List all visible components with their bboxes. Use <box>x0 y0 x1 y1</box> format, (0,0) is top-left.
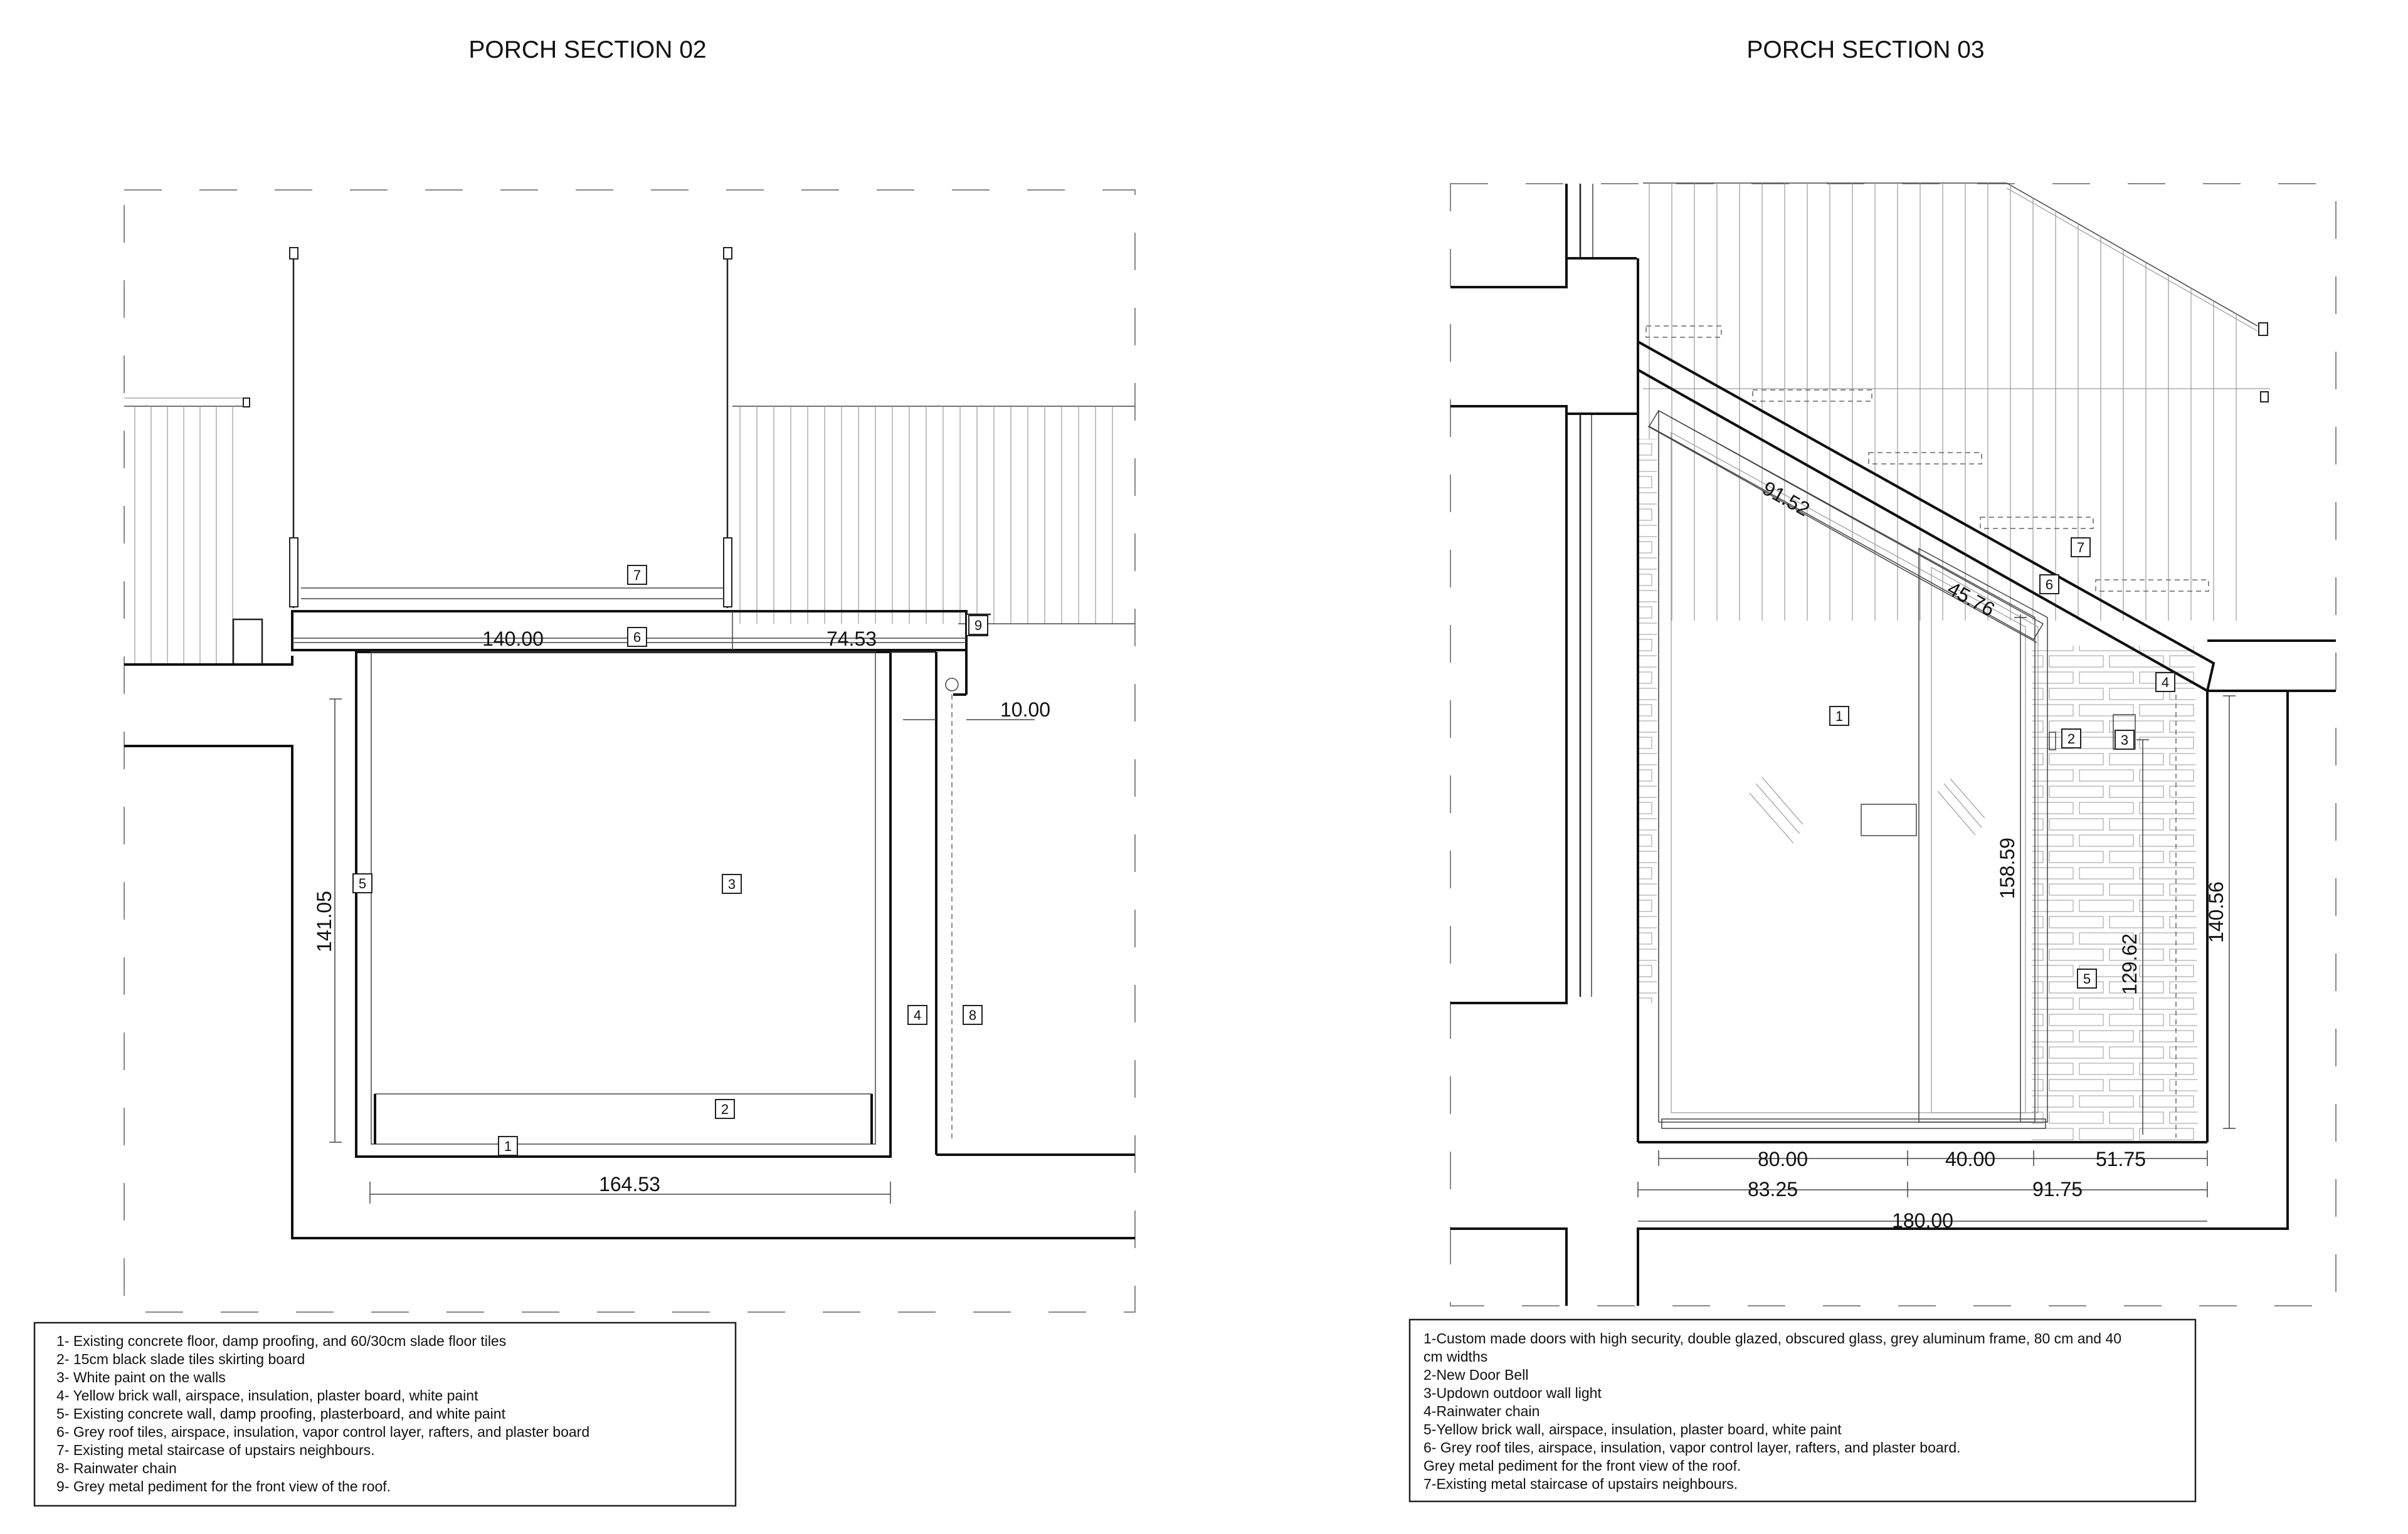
section-02-dimensions <box>292 643 1035 1204</box>
tag-1: 1 <box>504 1138 512 1154</box>
legend-03-line-4: 3-Updown outdoor wall light <box>1423 1385 1602 1401</box>
legend-02-line-9: 9- Grey metal pediment for the front view of the roof. <box>56 1478 391 1495</box>
section-03-frame <box>1450 184 2336 1306</box>
dim-180: 180.00 <box>1892 1209 1953 1232</box>
section-03-legend <box>1410 1320 2195 1501</box>
tag-03-2: 2 <box>2067 731 2076 747</box>
tag-7: 7 <box>633 567 642 583</box>
dim-129-62: 129.62 <box>2118 933 2141 995</box>
legend-02-line-5: 5- Existing concrete wall, damp proofing, plasterboard, and white paint <box>56 1405 505 1422</box>
dim-91-75: 91.75 <box>2032 1178 2083 1200</box>
dim-51-75: 51.75 <box>2095 1148 2147 1170</box>
tag-03-6: 6 <box>2045 577 2054 592</box>
dim-140-56: 140.56 <box>2205 881 2227 943</box>
dim-45-76: 45.76 <box>1943 577 1999 621</box>
dim-40: 40.00 <box>1945 1148 1996 1170</box>
section-02 <box>34 36 1135 1506</box>
dim-164: 164.53 <box>599 1173 660 1195</box>
section-02-title: PORCH SECTION 02 <box>468 36 707 63</box>
dim-10: 10.00 <box>1000 698 1051 721</box>
tag-03-1: 1 <box>1835 708 1844 724</box>
legend-02-line-2: 2- 15cm black slade tiles skirting board <box>56 1351 305 1367</box>
section-03-title: PORCH SECTION 03 <box>1746 36 1985 63</box>
legend-02-line-8: 8- Rainwater chain <box>56 1460 177 1476</box>
legend-03-line-3: 2-New Door Bell <box>1423 1367 1529 1383</box>
right-brick-wall <box>2032 646 2198 1143</box>
legend-03-line-5: 4-Rainwater chain <box>1423 1403 1540 1419</box>
dim-74: 74.53 <box>826 628 877 650</box>
tag-3: 3 <box>727 876 736 892</box>
legend-02-line-6: 6- Grey roof tiles, airspace, insulation, vapor control layer, rafters, and plaster board <box>56 1424 590 1440</box>
legend-03-line-2: cm widths <box>1423 1348 1488 1365</box>
legend-03-line-8: Grey metal pediment for the front view of the roof. <box>1423 1458 1741 1474</box>
tag-4: 4 <box>913 1007 922 1023</box>
legend-02-line-4: 4- Yellow brick wall, airspace, insulation, plaster board, white paint <box>56 1387 478 1404</box>
legend-03-line-1: 1-Custom made doors with high security, double glazed, obscured glass, grey aluminum frame, 80 cm and 40 <box>1423 1330 2122 1347</box>
section-02-walls <box>124 650 1135 1238</box>
tag-03-3: 3 <box>2120 732 2129 748</box>
legend-03-line-7: 6- Grey roof tiles, airspace, insulation, vapor control layer, rafters, and plaster board. <box>1423 1439 1961 1456</box>
dim-140: 140.00 <box>482 628 544 650</box>
tag-5: 5 <box>358 876 367 891</box>
staircase-railing <box>1643 183 2270 621</box>
legend-02-line-1: 1- Existing concrete floor, damp proofing, and 60/30cm slade floor tiles <box>56 1333 507 1349</box>
dim-91-52: 91.52 <box>1758 476 1814 521</box>
tag-6: 6 <box>633 629 642 645</box>
tag-03-7: 7 <box>2076 540 2085 555</box>
section-03-left-wall <box>1450 184 1637 1306</box>
section-03 <box>1410 36 2336 1501</box>
right-railing <box>732 406 1135 624</box>
section-02-legend <box>34 1323 736 1506</box>
dim-83-25: 83.25 <box>1747 1178 1798 1200</box>
legend-02-line-3: 3- White paint on the walls <box>56 1369 226 1385</box>
legend-03-line-9: 7-Existing metal staircase of upstairs neighbours. <box>1423 1476 1738 1492</box>
tag-03-5: 5 <box>2083 971 2091 987</box>
dim-141: 141.05 <box>313 891 335 952</box>
dim-80: 80.00 <box>1757 1148 1809 1170</box>
dim-158-59: 158.59 <box>1996 838 2019 899</box>
staircase-posts <box>290 248 732 608</box>
legend-02-line-7: 7- Existing metal staircase of upstairs neighbours. <box>56 1442 375 1458</box>
tag-9: 9 <box>974 617 983 633</box>
left-railing <box>124 398 262 665</box>
tag-03-4: 4 <box>2161 675 2170 690</box>
tag-2: 2 <box>721 1101 729 1117</box>
left-brick-strip <box>1638 439 1657 1003</box>
tag-8: 8 <box>968 1007 977 1023</box>
legend-03-line-6: 5-Yellow brick wall, airspace, insulation, plaster board, white paint <box>1423 1421 1842 1437</box>
section-02-tags <box>353 565 988 1155</box>
